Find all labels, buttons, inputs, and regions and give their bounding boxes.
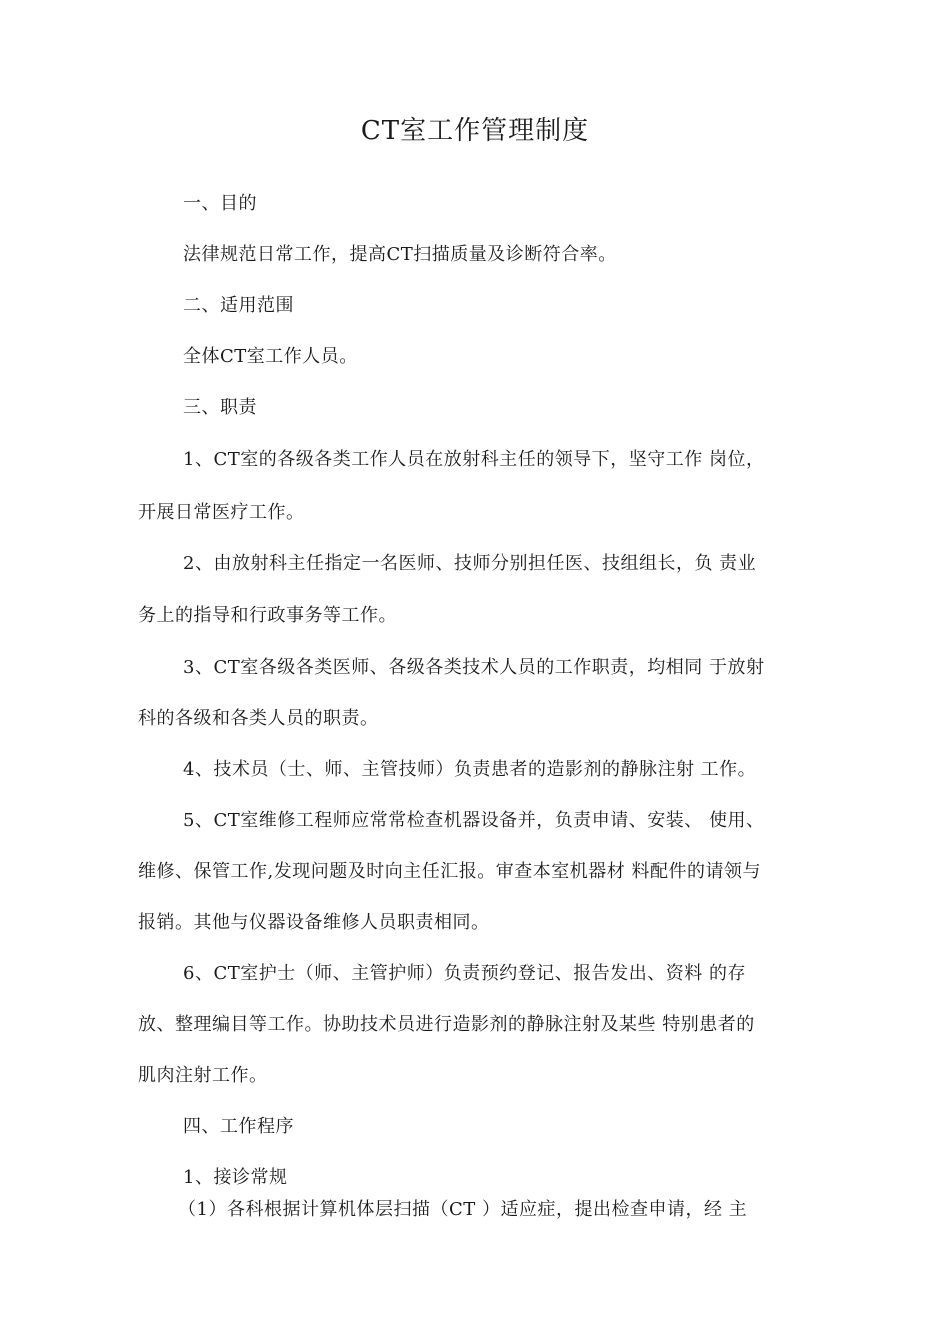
duty-4-line-1: 4、技术员（士、师、主管技师）负责患者的造影剂的静脉注射 工作。: [183, 759, 757, 780]
section-heading-procedure: 四、工作程序: [183, 1116, 294, 1137]
document-title: CT室工作管理制度: [360, 116, 590, 146]
duty-6-line-2: 放、整理编目等工作。协助技术员进行造影剂的静脉注射及某些 特别患者的: [138, 1014, 755, 1035]
procedure-1-heading: 1、接诊常规: [183, 1167, 288, 1188]
duty-6-line-1: 6、CT室护士（师、主管护师）负责预约登记、报告发出、资料 的存: [183, 963, 746, 984]
duty-6-line-3: 肌肉注射工作。: [138, 1065, 268, 1086]
duty-5-line-3: 报销。其他与仪器设备维修人员职责相同。: [138, 912, 490, 933]
section-heading-purpose: 一、目的: [183, 193, 257, 214]
duty-2-line-2: 务上的指导和行政事务等工作。: [138, 605, 397, 626]
duty-1-line-1: 1、CT室的各级各类工作人员在放射科主任的领导下，坚守工作 岗位，: [183, 449, 765, 470]
procedure-1-item-1: （1）各科根据计算机体层扫描（CT ）适应症，提出检查申请，经 主: [178, 1199, 748, 1220]
duty-2-line-1: 2、由放射科主任指定一名医师、技师分别担任医、技组组长，负 责业: [183, 553, 757, 574]
section-heading-scope: 二、适用范围: [183, 295, 294, 316]
duty-5-line-1: 5、CT室维修工程师应常常检查机器设备并，负责申请、安装、 使用、: [183, 810, 765, 831]
paragraph-scope: 全体CT室工作人员。: [183, 346, 358, 367]
paragraph-purpose: 法律规范日常工作，提高CT扫描质量及诊断符合率。: [183, 244, 617, 265]
duty-3-line-2: 科的各级和各类人员的职责。: [138, 708, 379, 729]
duty-5-line-2: 维修、保管工作,发现问题及时向主任汇报。审查本室机器材 料配件的请领与: [138, 861, 761, 882]
duty-3-line-1: 3、CT室各级各类医师、各级各类技术人员的工作职责，均相同 于放射: [183, 657, 765, 678]
duty-1-line-2: 开展日常医疗工作。: [138, 502, 305, 523]
section-heading-duties: 三、职责: [183, 397, 257, 418]
